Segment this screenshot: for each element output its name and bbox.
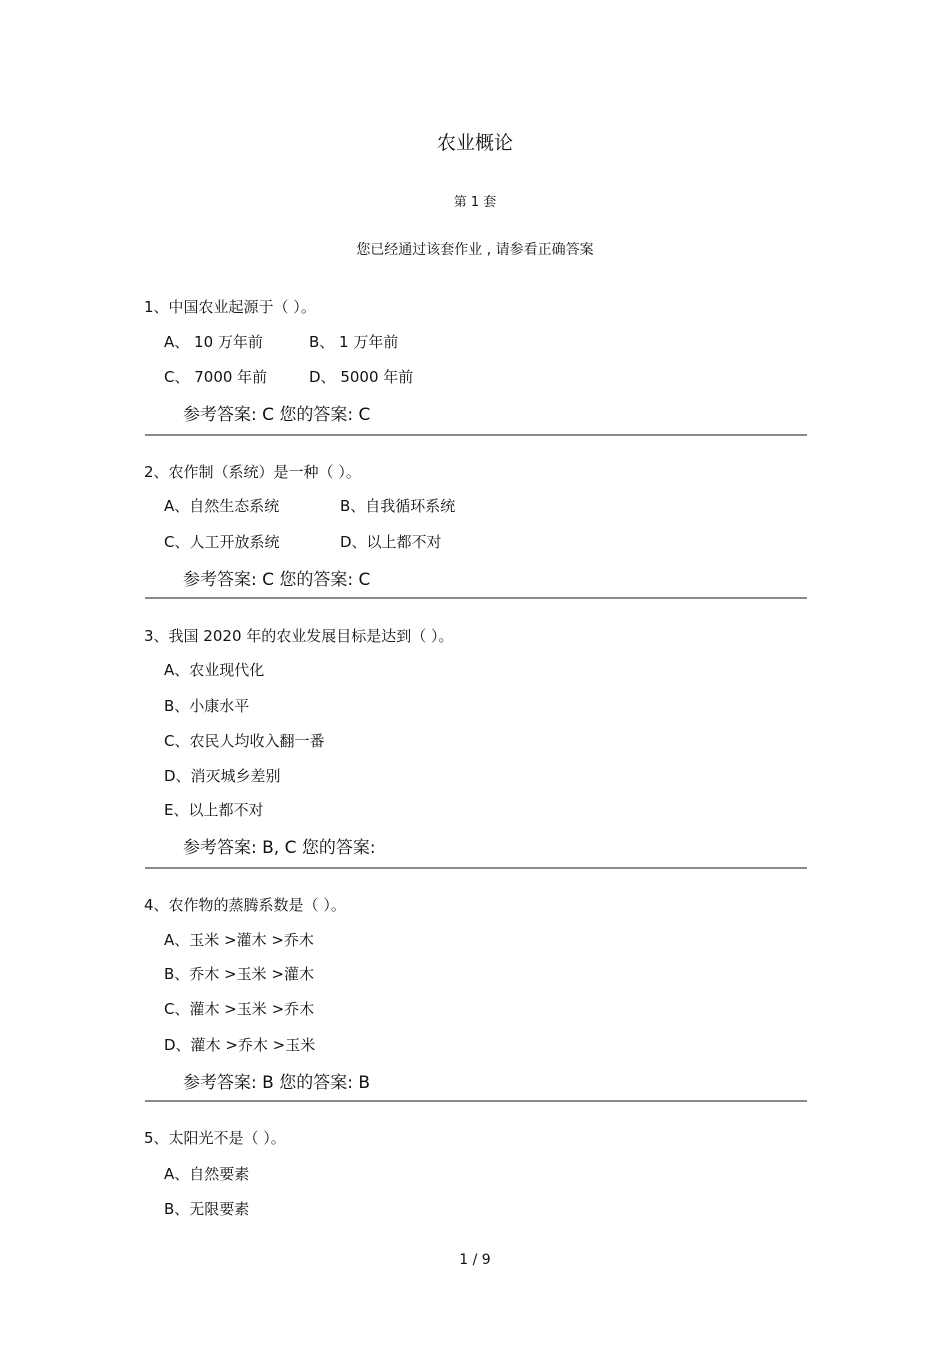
question-3-option-a: A、农业现代化 — [164, 661, 265, 679]
completion-note: 您已经通过该套作业 , 请参看正确答案 — [356, 242, 594, 258]
question-3-option-c: C、农民人均收入翻一番 — [164, 732, 325, 750]
question-2-answer: 参考答案: C 您的答案: C — [183, 570, 371, 590]
question-4-option-d: D、灌木 >乔木 >玉米 — [164, 1036, 316, 1054]
question-5-stem: 5、太阳光不是（ ）。 — [144, 1129, 286, 1147]
question-3-option-d: D、消灭城乡差别 — [164, 767, 281, 785]
divider — [145, 867, 807, 869]
question-1-answer: 参考答案: C 您的答案: C — [183, 405, 371, 425]
question-5-option-a: A、自然要素 — [164, 1165, 250, 1183]
question-4-answer: 参考答案: B 您的答案: B — [183, 1073, 370, 1093]
question-4-option-b: B、乔木 >玉米 >灌木 — [164, 965, 314, 983]
question-3-option-b: B、小康水平 — [164, 697, 250, 715]
set-number: 第 1 套 — [453, 195, 497, 210]
question-2-option-c: C、人工开放系统 — [164, 533, 280, 551]
question-3-option-e: E、以上都不对 — [164, 801, 264, 819]
question-2-option-b: B、自我循环系统 — [340, 497, 456, 515]
divider — [145, 1100, 807, 1102]
question-2-option-a: A、自然生态系统 — [164, 497, 280, 515]
question-4-option-a: A、玉米 >灌木 >乔木 — [164, 931, 314, 949]
question-1-option-b: B、 1 万年前 — [309, 333, 399, 351]
question-4-option-c: C、灌木 >玉米 >乔木 — [164, 1000, 315, 1018]
question-1-stem: 1、中国农业起源于（ ）。 — [144, 298, 316, 316]
question-1-option-a: A、 10 万年前 — [164, 333, 263, 351]
question-3-answer: 参考答案: B, C 您的答案: — [183, 838, 376, 858]
document-title: 农业概论 — [436, 132, 513, 154]
divider — [145, 597, 807, 599]
question-5-option-b: B、无限要素 — [164, 1200, 250, 1218]
question-4-stem: 4、农作物的蒸腾系数是（ ）。 — [144, 896, 346, 914]
divider — [145, 434, 807, 436]
question-1-option-d: D、 5000 年前 — [309, 368, 414, 386]
question-1-option-c: C、 7000 年前 — [164, 368, 268, 386]
page-number: 1 / 9 — [459, 1252, 491, 1268]
question-2-stem: 2、农作制（系统）是一种（ ）。 — [144, 463, 361, 481]
question-2-option-d: D、以上都不对 — [340, 533, 442, 551]
question-3-stem: 3、我国 2020 年的农业发展目标是达到（ ）。 — [144, 627, 454, 645]
